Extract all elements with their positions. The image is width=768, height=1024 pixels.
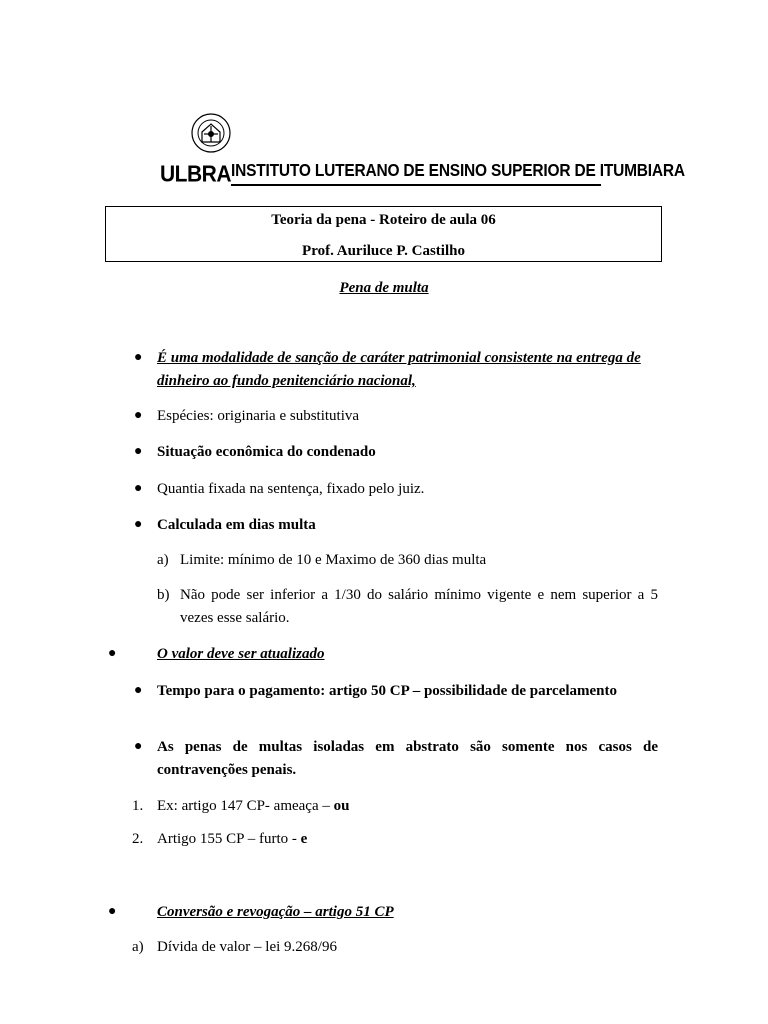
- sub-item-divida: Dívida de valor – lei 9.268/96: [157, 939, 337, 955]
- bullet-icon: ●: [134, 350, 143, 365]
- header-rule: [231, 184, 601, 186]
- list-item-quantia: Quantia fixada na sentença, fixado pelo juiz.: [157, 481, 425, 497]
- bullet-icon: ●: [134, 517, 143, 532]
- numbered-item-text: Ex: artigo 147 CP- ameaça –: [157, 798, 334, 814]
- list-item-atualizado: O valor deve ser atualizado: [157, 646, 325, 662]
- title-box: [105, 206, 662, 262]
- institution-name: INSTITUTO LUTERANO DE ENSINO SUPERIOR DE ITUMBIARA: [231, 161, 685, 181]
- list-item-conversao: Conversão e revogação – artigo 51 CP: [157, 904, 394, 920]
- list-item-especies: Espécies: originaria e substitutiva: [157, 408, 360, 424]
- list-item-tempo: Tempo para o pagamento: artigo 50 CP – possibilidade de parcelamento: [157, 683, 618, 699]
- bullet-icon: ●: [134, 481, 143, 496]
- numbered-item-text: Artigo 155 CP – furto -: [157, 831, 301, 847]
- sub-item-marker: a): [157, 552, 169, 568]
- sub-item-inferior: Não pode ser inferior a 1/30 do salário mínimo vigente e nem superior a 5 vezes esse salário.: [180, 587, 658, 626]
- numbered-item-ameaca: [157, 795, 349, 818]
- bullet-icon: ●: [134, 683, 143, 698]
- list-item-calculada: Calculada em dias multa: [157, 517, 316, 533]
- sub-item-limite: Limite: mínimo de 10 e Maximo de 360 dias multa: [180, 552, 487, 568]
- sub-item-marker: b): [157, 587, 170, 603]
- bullet-icon: ●: [108, 646, 117, 661]
- section-heading: Pena de multa: [339, 280, 429, 296]
- numbered-item-connector: ou: [333, 798, 350, 814]
- numbered-item-furto: [157, 828, 307, 851]
- logo-wordmark: ULBRA: [160, 161, 231, 188]
- bullet-icon: ●: [134, 739, 143, 754]
- list-item-situacao: Situação econômica do condenado: [157, 444, 376, 460]
- numbered-marker: 2.: [132, 831, 144, 847]
- numbered-item-connector: e: [300, 831, 308, 847]
- university-seal-icon: [190, 112, 232, 164]
- sub-item-marker: a): [132, 939, 144, 955]
- bullet-icon: ●: [134, 444, 143, 459]
- document-title: Teoria da pena - Roteiro de aula 06: [271, 212, 496, 228]
- numbered-marker: 1.: [132, 798, 144, 814]
- list-item-definition: É uma modalidade de sanção de caráter patrimonial consistente na entrega de dinheiro ao fundo penitenciário nacional,: [157, 350, 641, 389]
- bullet-icon: ●: [134, 408, 143, 423]
- list-item-isoladas: As penas de multas isoladas em abstrato são somente nos casos de contravenções penais.: [157, 739, 658, 778]
- professor-name: Prof. Auriluce P. Castilho: [302, 243, 465, 259]
- bullet-icon: ●: [108, 904, 117, 919]
